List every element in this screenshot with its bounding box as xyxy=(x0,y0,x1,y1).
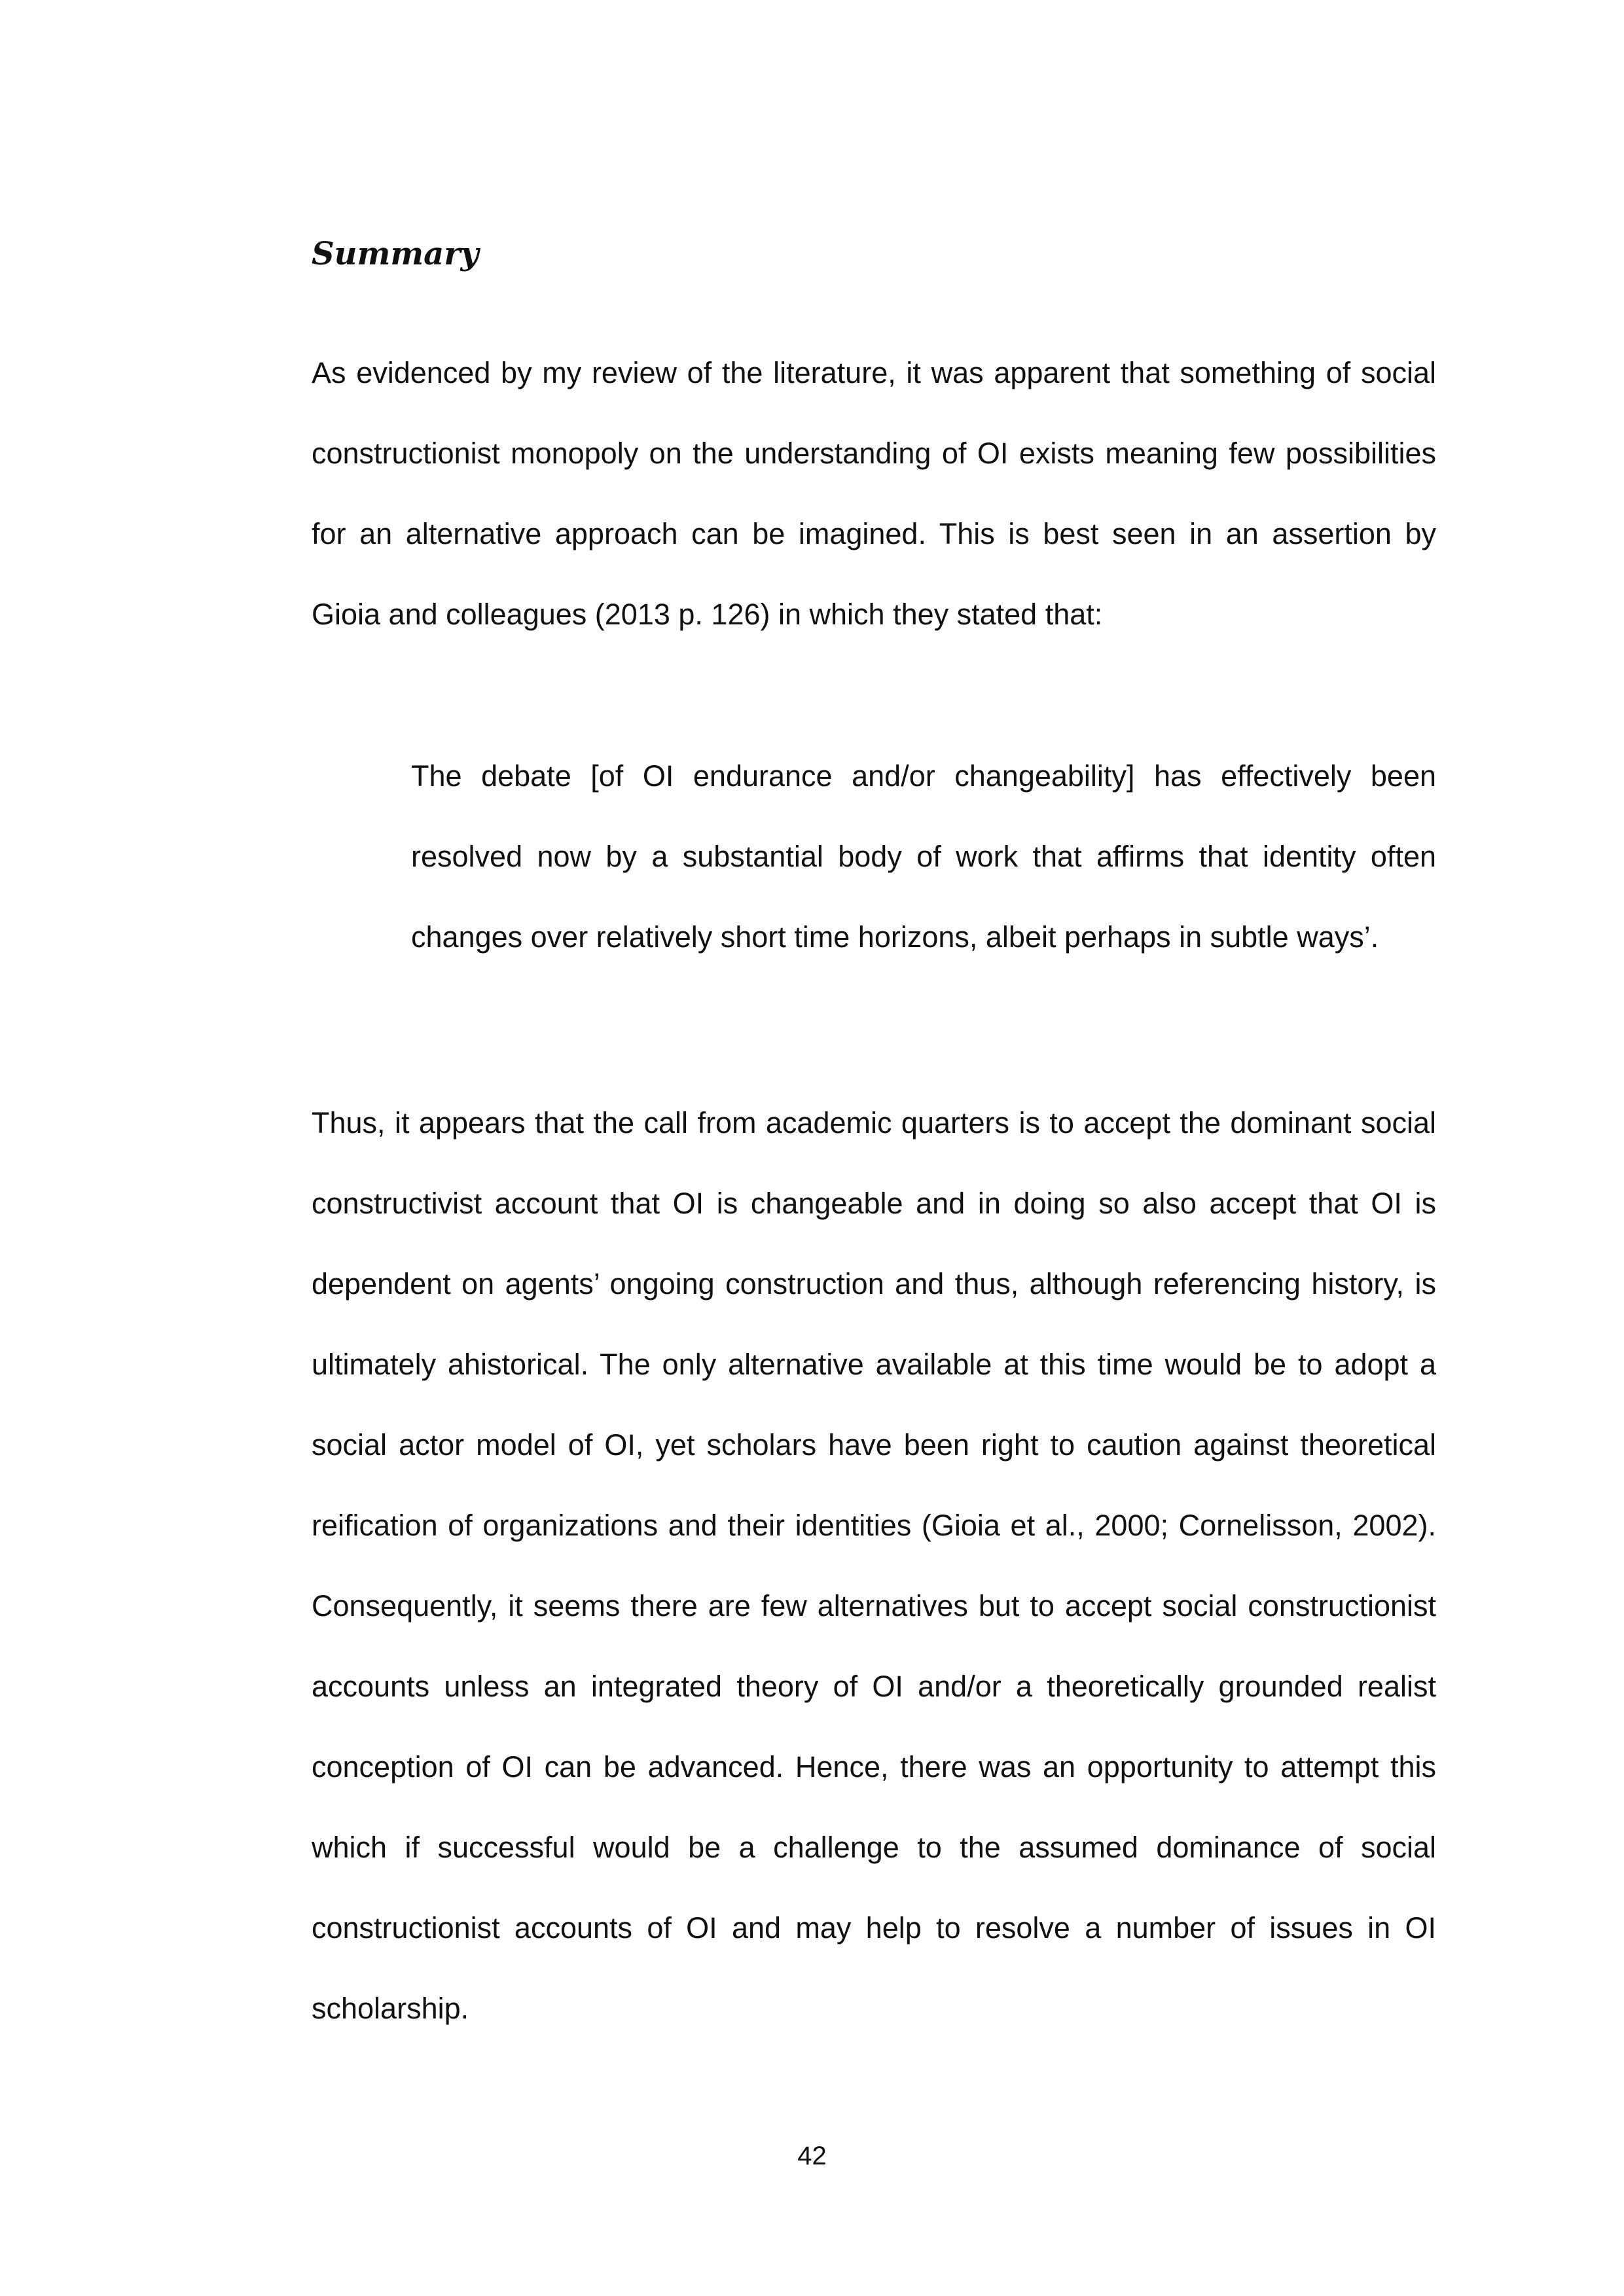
block-quote: The debate [of OI endurance and/or changeability] has effectively been resolved now by a substantial body of work that affirms that identity often changes over relatively short time horizons, albeit perhaps in subtle ways’. xyxy=(411,759,1436,954)
page-number: 42 xyxy=(797,2142,827,2170)
body-paragraph: Thus, it appears that the call from academic quarters is to accept the dominant social constructivist account that OI is changeable and in doing so also accept that OI is dependent on agents’ ongoing construction and thus, although referencing history, is ultimately ahistorical. The only alternative available at this time would be to adopt a social actor model of OI, yet scholars have been right to caution against theoretical reification of organizations and their identities (Gioia et al., 2000; Cornelisson, 2002). Consequently, it seems there are few alternatives but to accept social constructionist accounts unless an integrated theory of OI and/or a theoretically grounded realist conception of OI can be advanced. Hence, there was an opportunity to attempt this which if successful would be a challenge to the assumed dominance of social constructionist accounts of OI and may help to resolve a number of issues in OI scholarship. xyxy=(312,1106,1436,2025)
body-paragraph: As evidenced by my review of the literature, it was apparent that something of social constructionist monopoly on the understanding of OI exists meaning few possibilities for an alternative approach can be imagined. This is best seen in an assertion by Gioia and colleagues (2013 p. 126) in which they stated that: xyxy=(312,356,1436,631)
section-heading: Summary xyxy=(312,236,479,272)
